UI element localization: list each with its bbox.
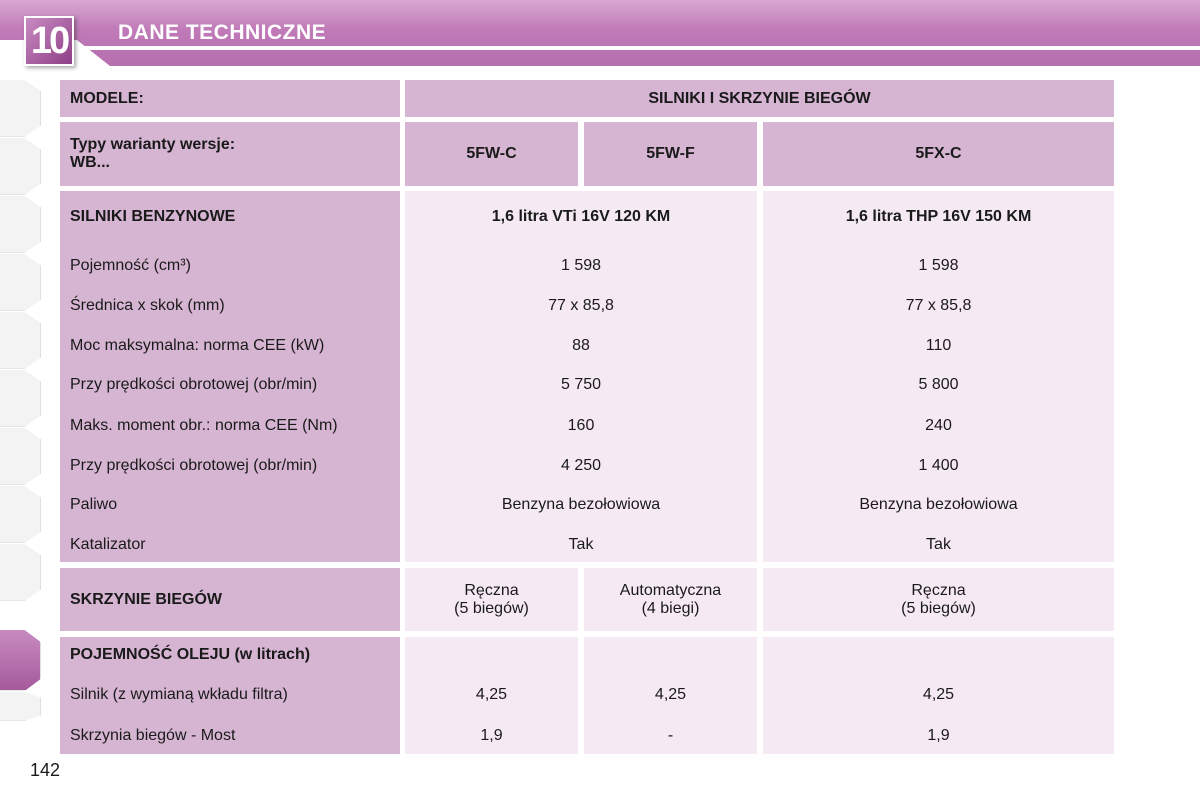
gearbox-gears: (5 biegów) <box>901 599 976 617</box>
type-cell: 5FW-F <box>584 122 757 186</box>
row-value: 5 750 <box>560 376 602 393</box>
row-value: 1 400 <box>918 457 959 474</box>
chapter-tab[interactable] <box>0 428 41 485</box>
row-value: 4,25 <box>922 686 955 703</box>
row-value: 110 <box>925 337 952 354</box>
row-value: 5 800 <box>918 376 959 393</box>
petrol-engines-header: SILNIKI BENZYNOWE <box>70 208 236 225</box>
oil-capacity-header: POJEMNOŚĆ OLEJU (w litrach) <box>70 646 311 663</box>
chapter-tab[interactable] <box>0 370 41 427</box>
row-value: 4,25 <box>654 686 687 703</box>
types-header <box>60 122 400 186</box>
page-number: 142 <box>30 760 61 780</box>
engines-gearboxes-header: SILNIKI I SKRZYNIE BIEGÓW <box>405 80 1114 117</box>
chapter-tab[interactable] <box>0 312 41 369</box>
chapter-tab[interactable] <box>0 80 41 137</box>
type-cell: 5FX-C <box>763 122 1114 186</box>
types-label-line2: WB... <box>70 154 110 171</box>
chapter-tabs <box>0 80 42 720</box>
row-value: 77 x 85,8 <box>905 297 972 314</box>
row-value: 88 <box>572 337 590 354</box>
row-label: Silnik (z wymianą wkładu filtra) <box>70 686 288 703</box>
gearbox-cell <box>584 568 757 631</box>
chapter-tab[interactable] <box>0 544 41 601</box>
row-value: 1 598 <box>560 257 602 274</box>
row-value: 1,9 <box>480 727 503 744</box>
row-value: 1 598 <box>918 257 959 274</box>
models-header: MODELE: <box>60 80 400 117</box>
row-label: Pojemność (cm³) <box>70 257 191 274</box>
engine-name: 1,6 litra THP 16V 150 KM <box>845 208 1032 225</box>
row-label: Paliwo <box>70 496 118 513</box>
row-label: Przy prędkości obrotowej (obr/min) <box>70 376 318 393</box>
row-value: - <box>667 727 674 744</box>
chapter-tab[interactable] <box>0 254 41 311</box>
gearbox-cell <box>763 568 1114 631</box>
row-value: Tak <box>926 536 951 553</box>
gearbox-type: Ręczna <box>464 581 519 599</box>
row-value: 77 x 85,8 <box>548 297 614 314</box>
row-label: Przy prędkości obrotowej (obr/min) <box>70 457 318 474</box>
row-label: Średnica x skok (mm) <box>70 297 225 314</box>
type-cell: 5FW-C <box>405 122 578 186</box>
gearbox-type: Ręczna <box>911 581 966 599</box>
row-value: 240 <box>925 417 952 434</box>
row-value: 1,9 <box>927 727 950 744</box>
page-title: DANE TECHNICZNE <box>118 21 327 44</box>
chapter-tab-active[interactable] <box>0 630 41 691</box>
row-value: Benzyna bezołowiowa <box>501 496 661 513</box>
types-label-line1: Typy warianty wersje: <box>70 136 236 153</box>
row-label: Skrzynia biegów - Most <box>70 727 236 744</box>
row-value: 4 250 <box>560 457 602 474</box>
gearbox-gears: (5 biegów) <box>454 599 529 617</box>
row-label: Maks. moment obr.: norma CEE (Nm) <box>70 417 338 434</box>
chapter-number-badge: 10 <box>24 16 74 66</box>
chapter-tab[interactable] <box>0 196 41 253</box>
gearbox-cell <box>405 568 578 631</box>
chapter-tab[interactable] <box>0 138 41 195</box>
row-value: 4,25 <box>475 686 508 703</box>
row-value: Benzyna bezołowiowa <box>859 496 1018 513</box>
row-value: 160 <box>567 417 595 434</box>
gearbox-type: Automatyczna <box>619 581 722 599</box>
gearbox-gears: (4 biegi) <box>641 599 700 617</box>
row-label: Katalizator <box>70 536 146 553</box>
engine-name: 1,6 litra VTi 16V 120 KM <box>491 208 671 225</box>
gearboxes-header: SKRZYNIE BIEGÓW <box>60 568 400 631</box>
chapter-tab[interactable] <box>0 486 41 543</box>
row-value: Tak <box>568 536 594 553</box>
chapter-tab[interactable] <box>0 692 41 721</box>
header-divider <box>0 46 1200 50</box>
row-label: Moc maksymalna: norma CEE (kW) <box>70 337 325 354</box>
